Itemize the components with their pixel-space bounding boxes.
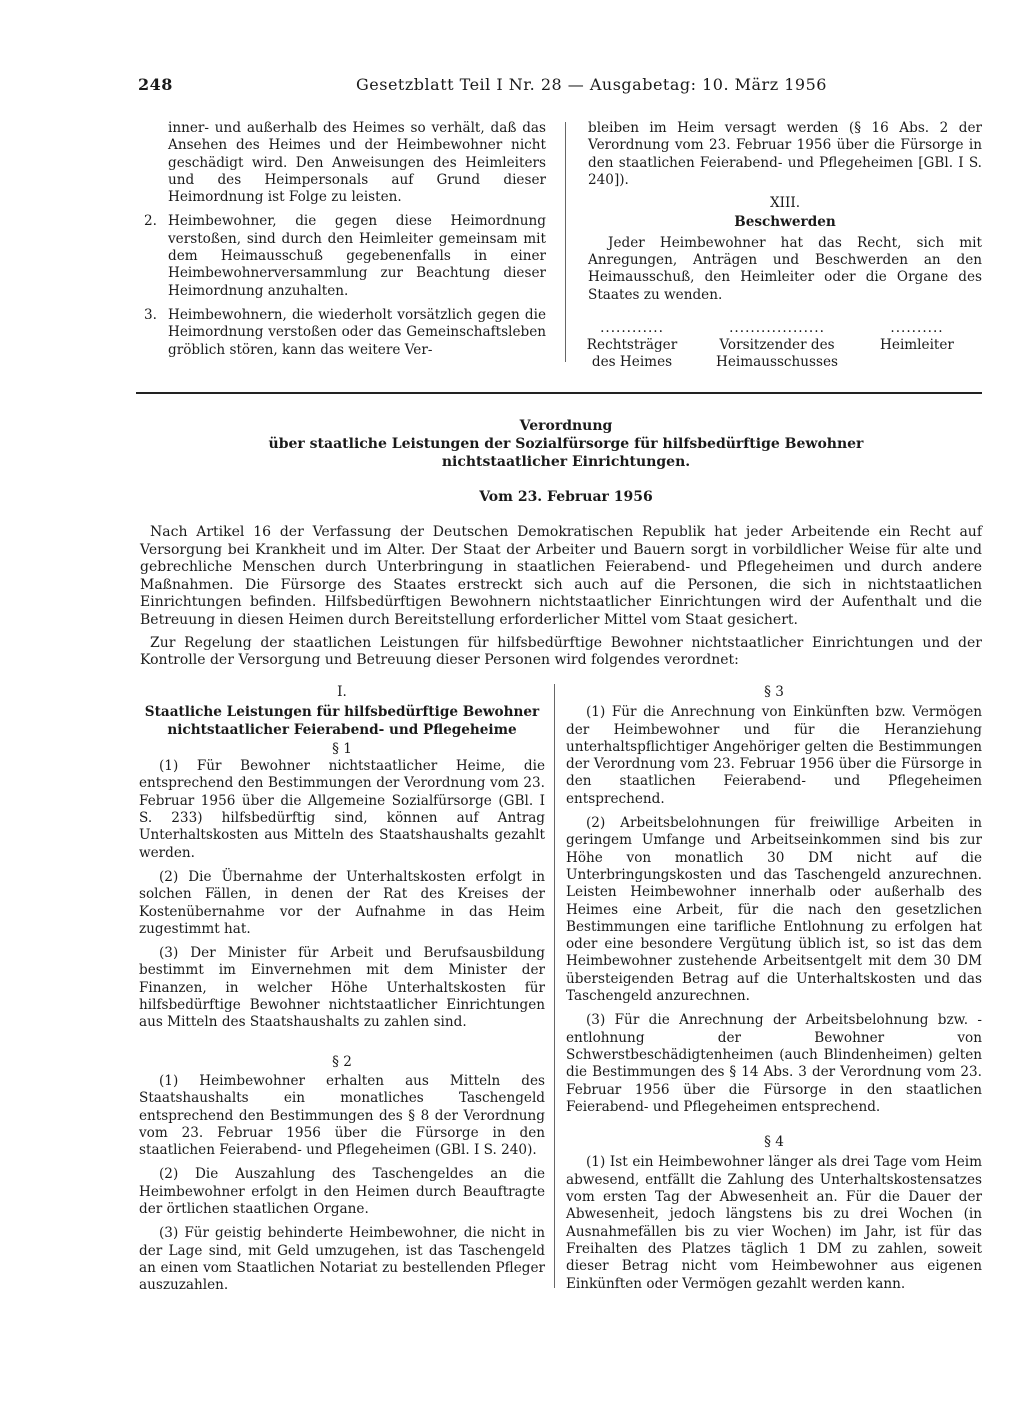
preamble-paragraph: Nach Artikel 16 der Verfassung der Deutschen Demokratischen Republik hat jeder Arbeitende ein Recht auf Versorgung bei Krankheit und im Alter. Der Staat der Arbeiter und Bauern sorgt in vorbildlicher Weise für alte und gebrechliche Menschen durch Unterbringung in staatlichen Feierabend- und Pflegeheimen und durch andere Maßnahmen. Die Fürsorge des Staates erstreckt sich auch auf die Personen, die sich in nichtstaatlichen Einrichtungen befinden. Hilfsbedürftigen Bewohnern nichtstaatlicher Einrichtungen wird der Aufenthalt und die Betreuung in diesen Heimen durch Bereitstellung erforderlicher Mittel vom Staat gesichert. — [140, 524, 982, 628]
subsection: (1) Für die Anrechnung von Einkünften bzw. Vermögen der Heimbewohner und für die Heranziehung unterhaltspflichtiger Angehöriger gelten die Bestimmungen der Verordnung vom 23. Februar 1956 über die Fürsorge in den staatlichen Feierabend- und Pflegeheimen entsprechend. — [566, 704, 982, 807]
subsection: (2) Die Übernahme der Unterhaltskosten erfolgt in solchen Fällen, in denen der Rat des Kreises der Kostenübernahme vor der Aufnahme in das Heim zugestimmt hat. — [139, 868, 545, 937]
continuation-text: bleiben im Heim versagt werden (§ 16 Abs. 2 der Verordnung vom 23. Februar 1956 über die Fürsorge in den staatlichen Feierabend- und Pflegeheimen [GBl. I S. 240]). — [588, 120, 982, 188]
signature-label: Vorsitzender des — [719, 337, 835, 353]
section-title: Staatliche Leistungen für hilfsbedürftige Bewohner — [144, 704, 540, 721]
lower-right-column — [566, 684, 982, 1293]
list-item — [144, 306, 546, 359]
section-number: I. — [337, 684, 347, 700]
item-text: Heimbewohner, die gegen diese Heimordnung verstoßen, sind durch den Heimleiter gemeinsam mit dem Heimausschuß gegebenenfalls in einer Heimbewohnerversammlung zur Beachtung dieser Heimordnung anzuhalten. — [168, 213, 546, 299]
decree-title-line: über staatliche Leistungen der Sozialfürsorge für hilfsbedürftige Bewohner — [268, 436, 864, 452]
signature-line: ............ — [600, 320, 664, 336]
section-divider — [136, 392, 982, 394]
subsection: (1) Heimbewohner erhalten aus Mitteln des Staatshaushalts ein monatliches Taschengeld entsprechend den Bestimmungen des § 8 der Verordnung vom 23. Februar 1956 über die Fürsorge in den staatlichen Feierabend- und Pflegeheimen (GBl. I S. 240). — [139, 1072, 545, 1159]
decree-date: Vom 23. Februar 1956 — [479, 489, 653, 505]
signature-label: des Heimes — [591, 354, 673, 370]
signature-line: .................. — [729, 320, 825, 336]
item-text: Heimbewohnern, die wiederholt vorsätzlich gegen die Heimordnung verstoßen oder das Gemeinschaftsleben gröblich stören, kann das weitere Ver- — [168, 306, 546, 358]
preamble-paragraph: Zur Regelung der staatlichen Leistungen für hilfsbedürftige Bewohner nichtstaatlicher Einrichtungen und der Kontrolle der Versorgung und Betreuung dieser Personen wird folgendes verordnet: — [140, 634, 982, 669]
signature-label: Rechtsträger — [586, 337, 678, 353]
preamble — [140, 524, 982, 670]
decree-title-line: nichtstaatlicher Einrichtungen. — [441, 454, 691, 470]
continuation-text: inner- und außerhalb des Heimes so verhält, daß das Ansehen des Heimes und der Heimbewohner nicht geschädigt wird. Den Anweisungen des Heimleiters und des Heimpersonals auf Grund dieser Heimordnung ist Folge zu leisten. — [168, 120, 546, 206]
section-number: XIII. — [769, 195, 801, 212]
section-title: nichtstaatlicher Feierabend- und Pflegeheime — [167, 721, 517, 738]
column-divider — [565, 122, 566, 362]
decree-title-line: Verordnung — [519, 418, 613, 434]
subsection: (2) Arbeitsbelohnungen für freiwillige Arbeiten in geringem Umfange und Arbeitseinkommen sind bis zur Höhe von monatlich 30 DM nicht auf die Unterbringungskosten und das Taschengeld anzurechnen. Leisten Heimbewohner innerhalb oder außerhalb des Heimes eine Arbeit, für die nach den gesetzlichen Bestimmungen eine tarifliche Entlohnung zu erfolgen hat oder eine besondere Vergütung üblich ist, so ist das dem Heimbewohner zustehende Arbeitsentgelt mit dem 30 DM übersteigenden Betrag auf die Unterhaltskosten und das Taschengeld anzurechnen. — [566, 815, 982, 1005]
subsection: (1) Für Bewohner nichtstaatlicher Heime, die entsprechend den Bestimmungen der Verordnung vom 23. Februar 1956 über die Allgemeine Sozialfürsorge (GBl. I S. 233) hilfsbedürftig sind, können auf Antrag Unterhaltskosten aus Mitteln des Staatshaushalts gezahlt werden. — [139, 758, 545, 861]
subsection: (3) Für geistig behinderte Heimbewohner, die nicht in der Lage sind, mit Geld umzugehen, ist das Taschengeld an einen vom Staatlichen Notariat zu bestellenden Pfleger auszuzahlen. — [139, 1225, 545, 1294]
decree-title — [196, 417, 936, 471]
item-number: 2. — [144, 213, 157, 230]
header-title: Gesetzblatt Teil I Nr. 28 — Ausgabetag: 10. März 1956 — [356, 75, 827, 94]
paragraph-heading: § 3 — [764, 684, 784, 700]
signature-heimleiter — [872, 320, 962, 354]
signature-label: Heimausschusses — [715, 354, 839, 370]
signature-rechtstraeger — [586, 320, 678, 371]
signature-vorsitzender — [712, 320, 842, 371]
signature-line: .......... — [890, 320, 944, 336]
subsection: (3) Für die Anrechnung der Arbeitsbelohnung bzw. -entlohnung der Bewohner von Schwerstbeschädigtenheimen (auch Blindenheimen) gelten die Bestimmungen des § 14 Abs. 3 der Verordnung vom 23. Februar 1956 über die Fürsorge in den staatlichen Feierabend- und Pflegeheimen entsprechend. — [566, 1012, 982, 1115]
subsection: (2) Die Auszahlung des Taschengeldes an die Heimbewohner erfolgt in den Heimen durch Beauftragte der örtlichen staatlichen Organe. — [139, 1166, 545, 1218]
lower-left-column — [139, 684, 545, 1295]
list-item — [144, 213, 546, 299]
column-divider — [554, 684, 555, 1288]
section-text: Jeder Heimbewohner hat das Recht, sich mit Anregungen, Anträgen und Beschwerden an den Heimausschuß, den Heimleiter oder die Organe des Staates zu wenden. — [588, 234, 982, 303]
top-right-column — [588, 120, 982, 304]
page-header — [138, 75, 938, 99]
page-number: 248 — [138, 75, 173, 94]
subsection: (3) Der Minister für Arbeit und Berufsausbildung bestimmt im Einvernehmen mit dem Minister der Finanzen, in welcher Höhe Unterhaltskosten für hilfsbedürftige Bewohner nichtstaatlicher Einrichtungen aus Mitteln des Staatshaushalts zu zahlen sind. — [139, 945, 545, 1031]
paragraph-heading: § 2 — [332, 1053, 352, 1070]
top-left-column — [144, 120, 546, 359]
paragraph-heading: § 1 — [332, 740, 352, 757]
paragraph-heading: § 4 — [764, 1134, 784, 1151]
section-title: Beschwerden — [734, 214, 836, 231]
signature-label: Heimleiter — [880, 337, 954, 353]
item-number: 3. — [144, 306, 157, 323]
subsection: (1) Ist ein Heimbewohner länger als drei Tage vom Heim abwesend, entfällt die Zahlung des Unterhaltskostensatzes vom ersten Tag der Abwesenheit an. Für die Dauer der Abwesenheit, jedoch längstens bis zu drei Wochen (in Ausnahmefällen bis zu vier Wochen) im Jahr, ist für das Freihalten des Platzes täglich 1 DM zu zahlen, soweit dieser Betrag nicht vom Heimbewohner aus eigenen Einkünften oder Vermögen gezahlt werden kann. — [566, 1154, 982, 1292]
